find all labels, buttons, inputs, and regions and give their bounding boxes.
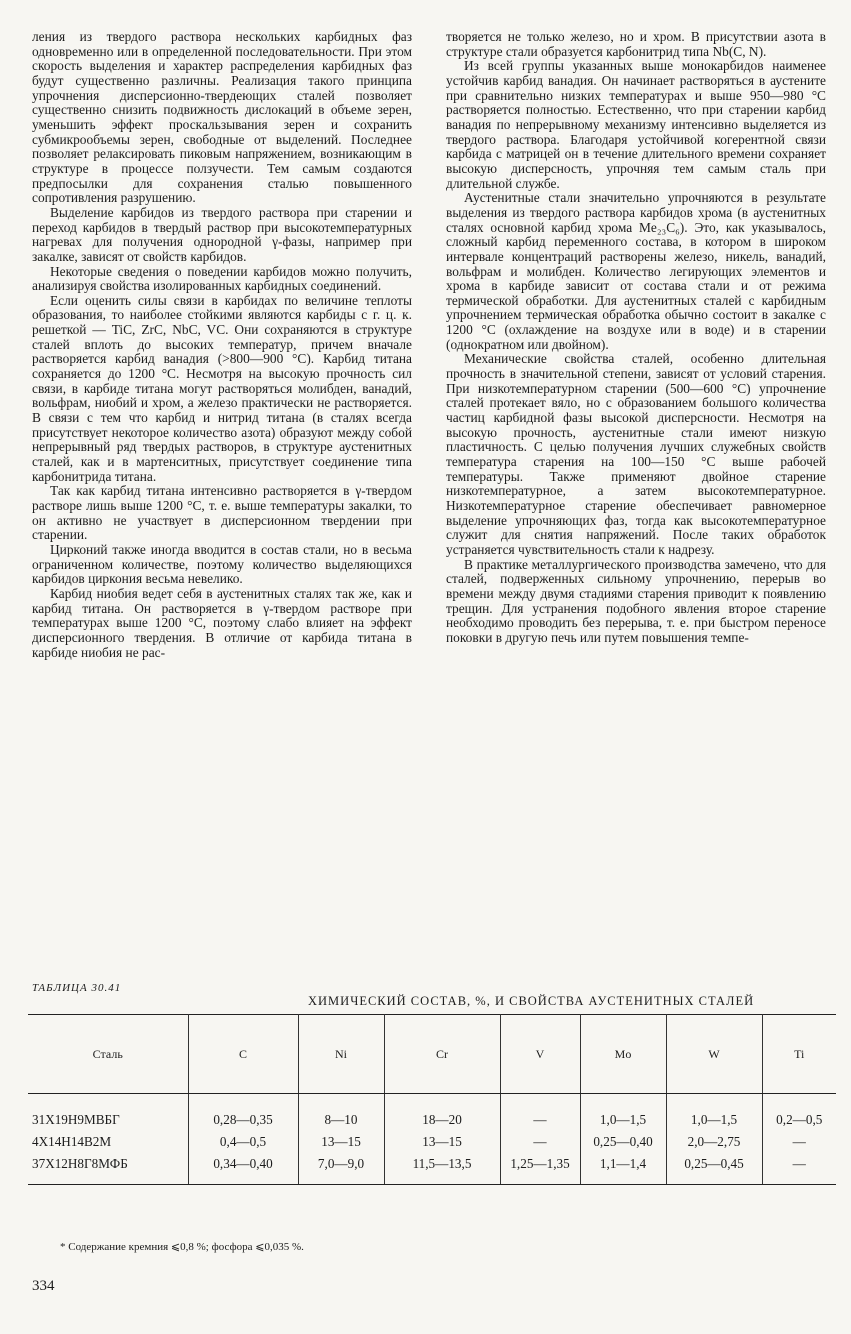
paragraph: Цирконий также иногда вводится в состав стали, но в весьма ограниченном количестве, поэтому количество выделяющихся карбидов циркония весьма невелико. — [32, 541, 412, 587]
table-cell: 1,0—1,5 — [666, 1094, 762, 1132]
column-header: Ni — [298, 1015, 384, 1094]
paragraph: творяется не только железо, но и хром. В присутствии азота в структуре стали образуется карбонитрид типа Nb(C, N). — [446, 29, 826, 59]
table-cell: 0,25—0,40 — [580, 1131, 666, 1153]
table-row — [28, 1153, 836, 1185]
table-footnote: * Содержание кремния ⩽0,8 %; фосфора ⩽0,035 %. — [60, 1241, 304, 1253]
table-cell: 0,34—0,40 — [188, 1153, 298, 1185]
paragraph: Механические свойства сталей, особенно длительная прочность в значительной степени, зависят от условий старения. При низкотемпературном старении (500—600 °C) упрочнение сталей протекает вяло, но с образованием большого количества частиц карбидной фазы высокой дисперсности. Несмотря на высокую прочность, аустенитные стали имеют низкую пластичность. С целью получения лучших служебных свойств температура старения на 100—150 °C выше рабочей температуры. Также применяют двойное старение низкотемпературное, а затем высокотемпературное. Низкотемпературное старение обеспечивает равномерное выделение упрочняющих фаз, тогда как высокотемпературное служит для снятия напряжений. После таких обработок устраняется чувствительность стали к надрезу. — [446, 351, 826, 557]
paragraph: Из всей группы указанных выше монокарбидов наименее устойчив карбид ванадия. Он начинает растворяться в аустените при сравнительно низких температурах и выше 950—980 °C растворяется полностью. Естественно, что при старении карбид ванадия по непрерывному механизму интенсивно выделяется из твердого раствора. Благодаря устойчивой когерентной связи карбида с матрицей он в течение длительного времени сохраняет высокую дисперсность, упрочняя тем самым сталь при длительной службе. — [446, 58, 826, 191]
table-cell: 0,25—0,45 — [666, 1153, 762, 1185]
table-header-row — [28, 1015, 836, 1094]
table-cell: 1,0—1,5 — [580, 1094, 666, 1132]
table-cell: 18—20 — [384, 1094, 500, 1132]
left-text-column — [32, 30, 412, 660]
table-cell: 8—10 — [298, 1094, 384, 1132]
table-cell: 31Х19Н9МВБГ — [28, 1094, 188, 1132]
column-header: V — [500, 1015, 580, 1094]
paragraph: Аустенитные стали значительно упрочняются в результате выделения из твердого раствора карбидов хрома (в аустенитных сталях основной карбид хрома Me₂₃C₆). Это, как указывалось, сложный карбид переменного состава, в котором в широком интервале концентраций растворены железо, никель, ванадий, вольфрам и молибден. Количество легирующих элементов и хрома в карбиде зависит от состава стали и от режима термической обработки. Для аустенитных сталей с карбидным упрочнением термическая обработка обычно состоит в закалке с 1200 °C (охлаждение на воздухе или в воде) и в старении (однократном или двойном). — [446, 190, 826, 352]
column-header: Ti — [762, 1015, 836, 1094]
table-cell: — — [500, 1094, 580, 1132]
table-cell: 0,28—0,35 — [188, 1094, 298, 1132]
right-text-column — [446, 30, 826, 646]
paragraph: В практике металлургического производства замечено, что для сталей, подверженных сильному упрочнению, перерыв во времени между двумя стадиями старения приводит к появлению трещин. Для устранения подобного явления второе старение необходимо проводить без перерыва, т. е. при быстром переносе поковки в другую печь или путем повышения темпе- — [446, 556, 826, 645]
page-number: 334 — [32, 1278, 55, 1294]
paragraph: Некоторые сведения о поведении карбидов можно получить, анализируя свойства изолированных карбидных соединений. — [32, 263, 412, 294]
column-header: W — [666, 1015, 762, 1094]
table-cell: 11,5—13,5 — [384, 1153, 500, 1185]
paragraph: ления из твердого раствора нескольких карбидных фаз одновременно или в определенной последовательности. При этом скорость выделения и характер распределения карбидных фаз будут существенно различны. Реализация такого принципа упрочнения дисперсионно-твердеющих сталей позволяет существенно снизить подвижность дислокаций в объеме зерен, уменьшить эффект проскальзывания зерен и сохранить субмикрообъемы зерен, свободные от выделений. Последнее позволяет релаксировать пиковым напряжением, возникающим в структуре в процессе ползучести. Тем самым создаются предпосылки для сохранения сталью повышенного сопротивления разрушению. — [32, 29, 412, 206]
column-header: Mo — [580, 1015, 666, 1094]
table-cell: 4Х14Н14В2М — [28, 1131, 188, 1153]
table-cell: — — [792, 1134, 806, 1149]
table-cell: 0,2—0,5 — [776, 1112, 823, 1127]
table-cell: 13—15 — [298, 1131, 384, 1153]
paragraph: Карбид ниобия ведет себя в аустенитных сталях так же, как и карбид титана. Он растворяется в γ-твердом растворе при температурах выше 1200 °C, поэтому слабо влияет на эффект дисперсионного твердения. В отличие от карбида титана в карбиде ниобия не рас- — [32, 585, 412, 660]
table-row — [28, 1131, 836, 1153]
paragraph: Если оценить силы связи в карбидах по величине теплоты образования, то наиболее стойкими являются карбиды с г. ц. к. решеткой — TiC, ZrC, NbC, VC. Они сохраняются в структуре сталей вплоть до высоких температур, причем вначале растворяется карбид ванадия (>800—900 °C). Карбид титана сохраняется до 1200 °C. Несмотря на высокую прочность сил связи, в карбиде титана могут растворяться молибден, ванадий, вольфрам, ниобий и хром, а железо практически не растворяется. В связи с тем что карбид и нитрид титана (в сталях всегда присутствует некоторое количество азота) образуют между собой непрерывный ряд твердых растворов, в структуре аустенитных сталей, как и в мартенситных, присутствует соединение типа карбонитрида титана. — [32, 292, 412, 484]
table-cell: 7,0—9,0 — [298, 1153, 384, 1185]
column-header: C — [188, 1015, 298, 1094]
table-cell: 0,4—0,5 — [188, 1131, 298, 1153]
table-cell: 37Х12Н8Г8МФБ — [28, 1153, 188, 1185]
paragraph: Выделение карбидов из твердого раствора при старении и переход карбидов в твердый раствор при высокотемпературных нагревах для получения однородной γ-фазы, например при закалке, зависят от свойств карбидов. — [32, 204, 412, 264]
composition-table — [28, 1014, 836, 1185]
table-cell: 1,1—1,4 — [580, 1153, 666, 1185]
table-cell: 13—15 — [384, 1131, 500, 1153]
table-cell: — — [500, 1131, 580, 1153]
table-title: ХИМИЧЕСКИЙ СОСТАВ, %, И СВОЙСТВА АУСТЕНИТНЫХ СТАЛЕЙ — [308, 994, 755, 1008]
table-cell: 2,0—2,75 — [666, 1131, 762, 1153]
table-label: ТАБЛИЦА 30.41 — [32, 982, 122, 994]
table-cell: 1,25—1,35 — [500, 1153, 580, 1185]
table-row — [28, 1094, 836, 1132]
table-cell: — — [762, 1153, 836, 1185]
column-header: Сталь — [28, 1015, 188, 1094]
column-header: Cr — [384, 1015, 500, 1094]
paragraph: Так как карбид титана интенсивно растворяется в γ-твердом растворе лишь выше 1200 °C, т. е. выше температуры закалки, то он активно не участвует в дисперсионном твердении при старении. — [32, 483, 412, 543]
